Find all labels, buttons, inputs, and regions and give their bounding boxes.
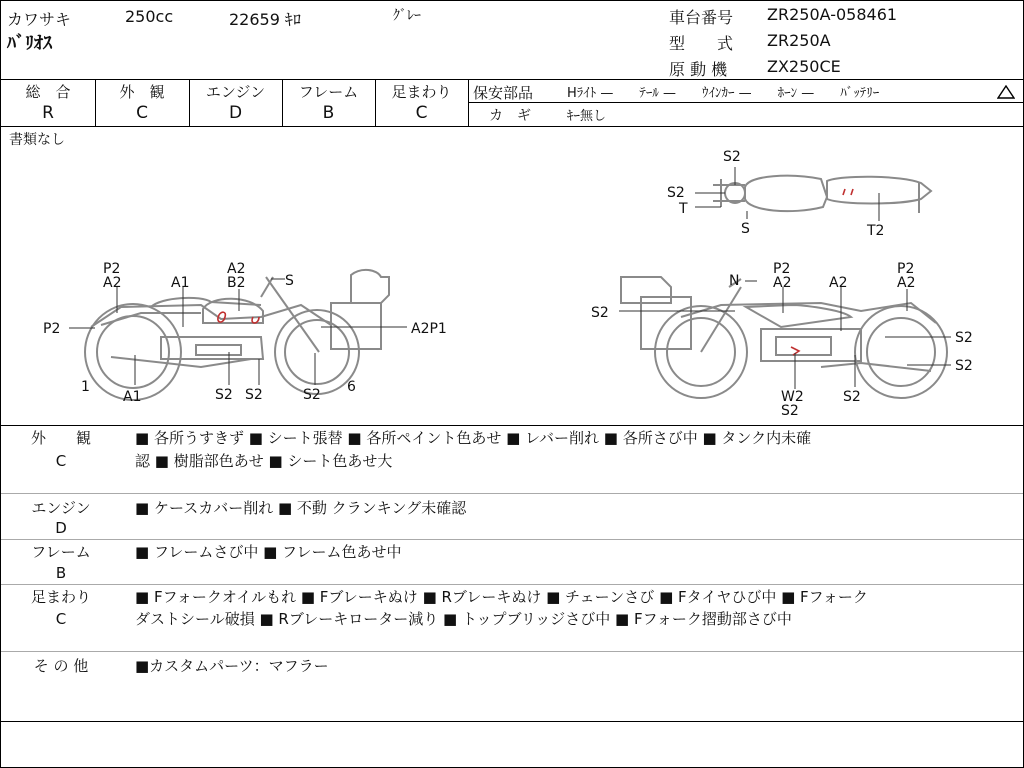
frame-notes-label: フレーム xyxy=(31,543,91,561)
exterior-notes-line: ■ 各所うすきず ■ シート張替 ■ 各所ペイント色あせ ■ レバー削れ ■ 各所さび中 ■ タンク内未確 xyxy=(135,429,812,447)
warning-triangle-icon xyxy=(997,85,1015,99)
engine-notes-line: ■ ケースカバー削れ ■ 不動 クランキング未確認 xyxy=(135,499,467,517)
frame-grade: B xyxy=(322,103,335,123)
suspension-grade-label: 足まわり xyxy=(391,83,452,101)
divider xyxy=(468,102,1023,103)
model-name: ﾊﾞﾘｵｽ xyxy=(7,33,52,54)
diagram-label: S2 xyxy=(667,185,685,201)
diagram-label: P2 xyxy=(773,261,791,277)
other-notes-line: ■カスタムパーツ：マフラー xyxy=(135,657,329,675)
key-label: カ ギ xyxy=(489,108,531,124)
diagram-label: N xyxy=(729,273,740,289)
diagram-label: S2 xyxy=(245,387,263,403)
suspension-notes-line: ■ Fフォークオイルもれ ■ Fブレーキぬけ ■ Rブレーキぬけ ■ チェーンさび ■ Fタイヤひび中 ■ Fフォーク xyxy=(135,588,868,606)
overall-grade: R xyxy=(42,103,54,123)
diagram-label: S2 xyxy=(781,403,799,419)
diagram-label: P2 xyxy=(103,261,121,277)
diagram-label: 6 xyxy=(347,379,356,395)
frame-number-label: 車台番号 xyxy=(669,8,734,27)
color: ｸﾞﾚｰ xyxy=(393,8,421,24)
diagram-label: A2 xyxy=(773,275,792,291)
divider xyxy=(1,425,1023,426)
exterior-label: 外 観 xyxy=(119,83,165,101)
divider xyxy=(1,584,1023,585)
diagram-label: A2P1 xyxy=(411,321,447,337)
type-label: 型 式 xyxy=(669,34,734,53)
diagram-label: A2 xyxy=(227,261,246,277)
type-value: ZR250A xyxy=(767,31,831,50)
divider xyxy=(1,651,1023,652)
exterior-notes-line: 認 ■ 樹脂部色あせ ■ シート色あせ大 xyxy=(135,452,393,470)
diagram-label: S2 xyxy=(723,149,741,165)
diagram-label: W2 xyxy=(781,389,804,405)
overall-label: 総 合 xyxy=(25,83,71,101)
diagram-label: A2 xyxy=(103,275,122,291)
diagram-label: S xyxy=(285,273,294,289)
diagram-label: A1 xyxy=(123,389,142,405)
damage-marks xyxy=(218,189,853,355)
divider xyxy=(1,539,1023,540)
frame-notes-line: ■ フレームさび中 ■ フレーム色あせ中 xyxy=(135,543,402,561)
engine-notes-label: エンジン xyxy=(31,499,91,517)
diagram-label: S2 xyxy=(591,305,609,321)
divider xyxy=(1,79,1023,80)
safety-parts-label: 保安部品 xyxy=(473,84,534,102)
engine-label: 原 動 機 xyxy=(669,60,728,79)
exterior-notes-label: 外 観 xyxy=(30,429,91,447)
suspension-notes-label: 足まわり xyxy=(30,588,91,606)
divider xyxy=(1,493,1023,494)
diagram-label: S2 xyxy=(955,358,973,374)
engine-notes-grade: D xyxy=(55,519,67,537)
suspension-grade: C xyxy=(415,103,428,123)
exterior-grade: C xyxy=(136,103,148,123)
suspension-notes-grade: C xyxy=(55,610,67,628)
key-value: ｷｰ無し xyxy=(567,109,607,124)
divider xyxy=(1,721,1023,722)
frame-notes-grade: B xyxy=(55,564,67,582)
displacement: 250cc xyxy=(125,7,174,26)
maker: カワサキ xyxy=(7,10,72,29)
diagram-label: S xyxy=(741,221,750,237)
suspension-notes-line: ダストシール破損 ■ Rブレーキローター減り ■ トップブリッジさび中 ■ Fフォーク摺動部さび中 xyxy=(135,610,792,628)
diagram-label: A2 xyxy=(829,275,848,291)
diagram-label: S2 xyxy=(215,387,233,403)
motorcycle-diagrams xyxy=(1,127,1023,425)
diagram-label: A2 xyxy=(897,275,916,291)
diagram-label: A1 xyxy=(171,275,190,291)
top-view-bike-drawing xyxy=(713,176,931,213)
divider xyxy=(468,79,469,126)
frame-grade-label: フレーム xyxy=(298,83,359,101)
exterior-notes-grade: C xyxy=(55,452,67,470)
mileage: 22659 ｷﾛ xyxy=(229,10,301,29)
engine-value: ZX250CE xyxy=(767,57,841,76)
diagram-label: S2 xyxy=(303,387,321,403)
diagram-label: S2 xyxy=(955,330,973,346)
diagram-label: S2 xyxy=(843,389,861,405)
diagram-label: 1 xyxy=(81,379,90,395)
other-notes-label: そ の 他 xyxy=(33,657,89,675)
diagram-label: P2 xyxy=(43,321,61,337)
safety-parts-items: Hﾗｲﾄ — ﾃｰﾙ — ｳｲﾝｶｰ — ﾎｰﾝ — ﾊﾞｯﾃﾘｰ xyxy=(567,86,880,101)
frame-number: ZR250A-058461 xyxy=(767,5,898,24)
documents-note: 書類なし xyxy=(9,132,65,148)
diagram-label: P2 xyxy=(897,261,915,277)
diagram-label: B2 xyxy=(227,275,246,291)
diagram-label: T2 xyxy=(867,223,885,239)
engine-grade-label: エンジン xyxy=(205,83,266,101)
diagram-label: T xyxy=(679,201,688,217)
engine-grade: D xyxy=(228,103,243,123)
